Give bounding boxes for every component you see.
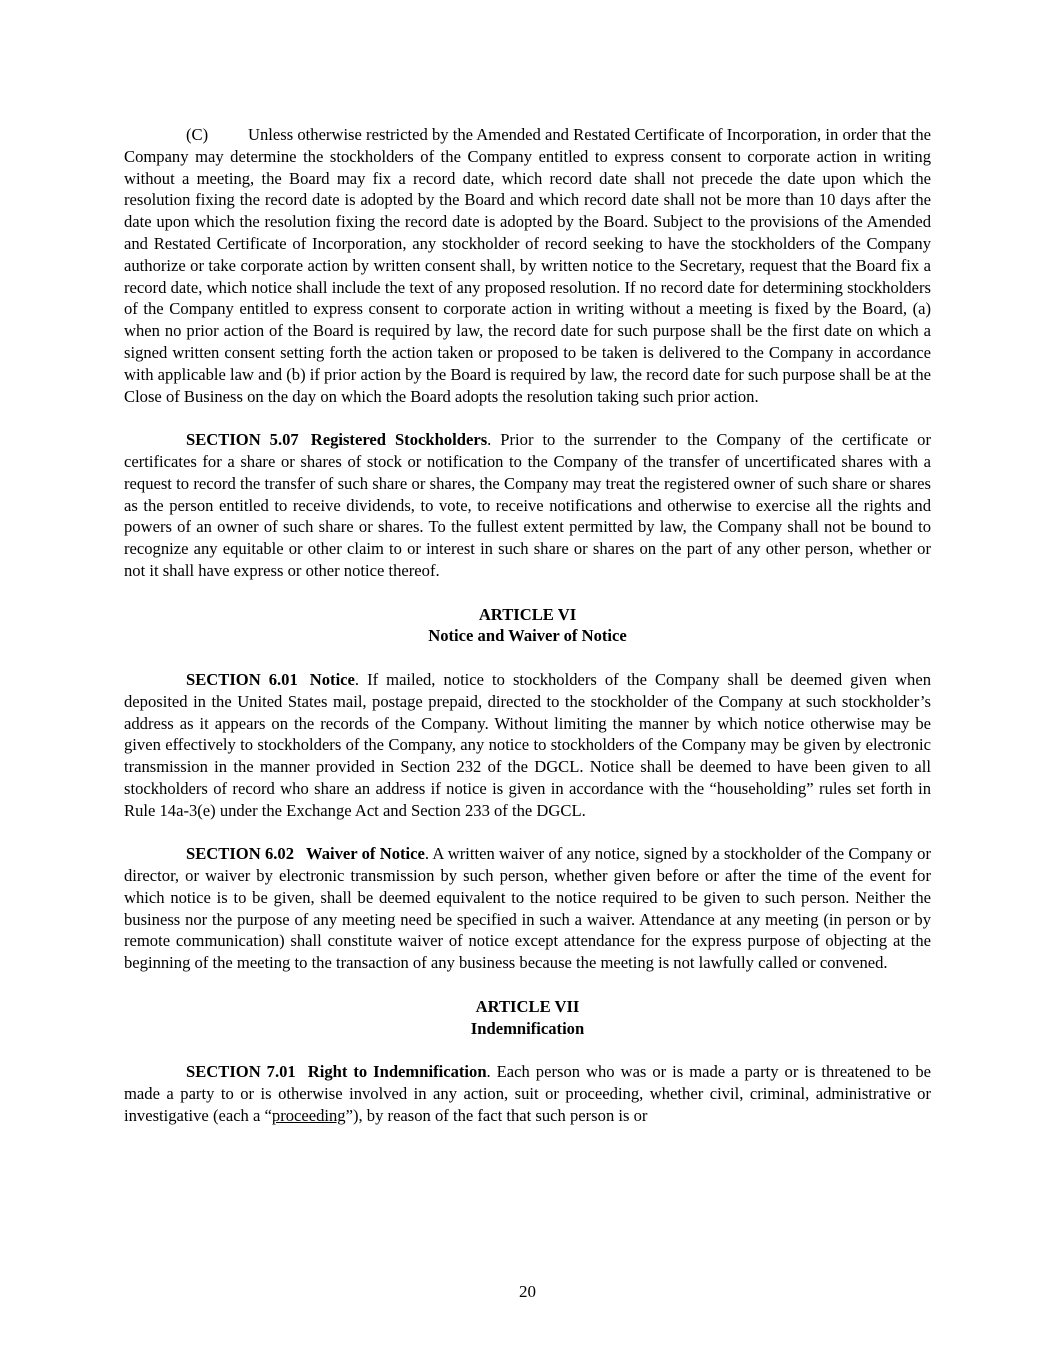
section-5-07-text: . Prior to the surrender to the Company of the certificate or certificates for a share or shares of stock or notification to the Company of the transfer of uncertificated shares with a request to record the transfer of such share or shares, the Company may treat the registered owner of such share or shares as the person entitled to receive dividends, to vote, to receive notifications and otherwise to exercise all the rights and powers of an owner of such share or shares. To the fullest extent permitted by law, the Company shall not be bound to recognize any equitable or other claim to or interest in such share or shares on the part of any other person, whether or not it shall have express or other notice thereof. [124, 430, 931, 580]
article-vii-title: Indemnification [470, 1018, 585, 1038]
section-7-01-text-before: . Each person who was or is made a party or is threatened to be made a party to or is otherwise involved in any action, suit or proceeding, whether civil, criminal, administrative or investigative (each a “ [124, 1062, 931, 1125]
defined-term-proceeding: proceeding [271, 1105, 346, 1125]
section-7-01-number: SECTION 7.01 [186, 1062, 296, 1082]
article-vii-number: ARTICLE VII [475, 996, 580, 1016]
section-7-01-paragraph [124, 1061, 931, 1126]
section-6-01-number: SECTION 6.01 [186, 669, 298, 689]
section-6-02-text: . A written waiver of any notice, signed by a stockholder of the Company or director, or waiver by electronic transmission by such person, whether given before or after the time of the event for which notice is to be given, shall be deemed equivalent to the notice required to be given to such person. Neither the business nor the purpose of any meeting need be specified in such a waiver. Attendance at any meeting (in person or by remote communication) shall constitute waiver of notice except attendance for the express purpose of objecting at the beginning of the meeting to the transaction of any business because the meeting is not lawfully called or convened. [124, 844, 931, 973]
section-5-07-number: SECTION 5.07 [186, 430, 299, 450]
section-5-07-title: Registered Stockholders [310, 430, 488, 450]
section-5-07-paragraph [124, 429, 931, 582]
document-body [124, 124, 931, 1148]
section-7-01-title: Right to Indemnification [307, 1062, 487, 1082]
clause-c-text: Unless otherwise restricted by the Amended and Restated Certificate of Incorporation, in order that the Company may determine the stockholders of the Company entitled to express consent to corporate action in writing without a meeting, the Board may fix a record date, which record date shall not precede the date upon which the resolution fixing the record date is adopted by the Board and which record date shall not be more than 10 days after the date upon which the resolution fixing the record date is adopted by the Board. Subject to the provisions of the Amended and Restated Certificate of Incorporation, any stockholder of record seeking to have the stockholders of the Company authorize or take corporate action by written consent shall, by written notice to the Secretary, request that the Board fix a record date, which notice shall include the text of any proposed resolution. If no record date for determining stockholders of the Company entitled to express consent to corporate action in writing without a meeting is fixed by the Board, (a) when no prior action of the Board is required by law, the record date for such purpose shall be the first date on which a signed written consent setting forth the action taken or proposed to be taken is delivered to the Company in accordance with applicable law and (b) if prior action by the Board is required by law, the record date for such purpose shall be at the Close of Business on the day on which the Board adopts the resolution taking such prior action. [124, 125, 931, 406]
clause-c-paragraph [124, 124, 931, 407]
section-6-01-title: Notice [309, 669, 355, 689]
clause-c-label: (C) [186, 125, 209, 144]
section-6-01-paragraph [124, 669, 931, 822]
page-number: 20 [519, 1282, 536, 1301]
section-6-02-number: SECTION 6.02 [186, 844, 295, 864]
section-6-02-title: Waiver of Notice [306, 844, 425, 864]
article-vii-heading [124, 996, 931, 1040]
article-vi-title: Notice and Waiver of Notice [428, 626, 627, 646]
section-7-01-text-after: ”), by reason of the fact that such person is or [345, 1105, 648, 1125]
section-6-01-text: . If mailed, notice to stockholders of the Company shall be deemed given when deposited in the United States mail, postage prepaid, directed to the stockholder of the Company at such stockholder’s address as it appears on the records of the Company. Without limiting the manner by which notice otherwise may be given effectively to stockholders of the Company, any notice to stockholders of the Company may be given by electronic transmission in the manner provided in Section 232 of the DGCL. Notice shall be deemed to have been given to all stockholders of record who share an address if notice is given in accordance with the “householding” rules set forth in Rule 14a-3(e) under the Exchange Act and Section 233 of the DGCL. [124, 669, 931, 820]
section-6-02-paragraph [124, 843, 931, 974]
article-vi-number: ARTICLE VI [478, 604, 577, 624]
article-vi-heading [124, 604, 931, 648]
